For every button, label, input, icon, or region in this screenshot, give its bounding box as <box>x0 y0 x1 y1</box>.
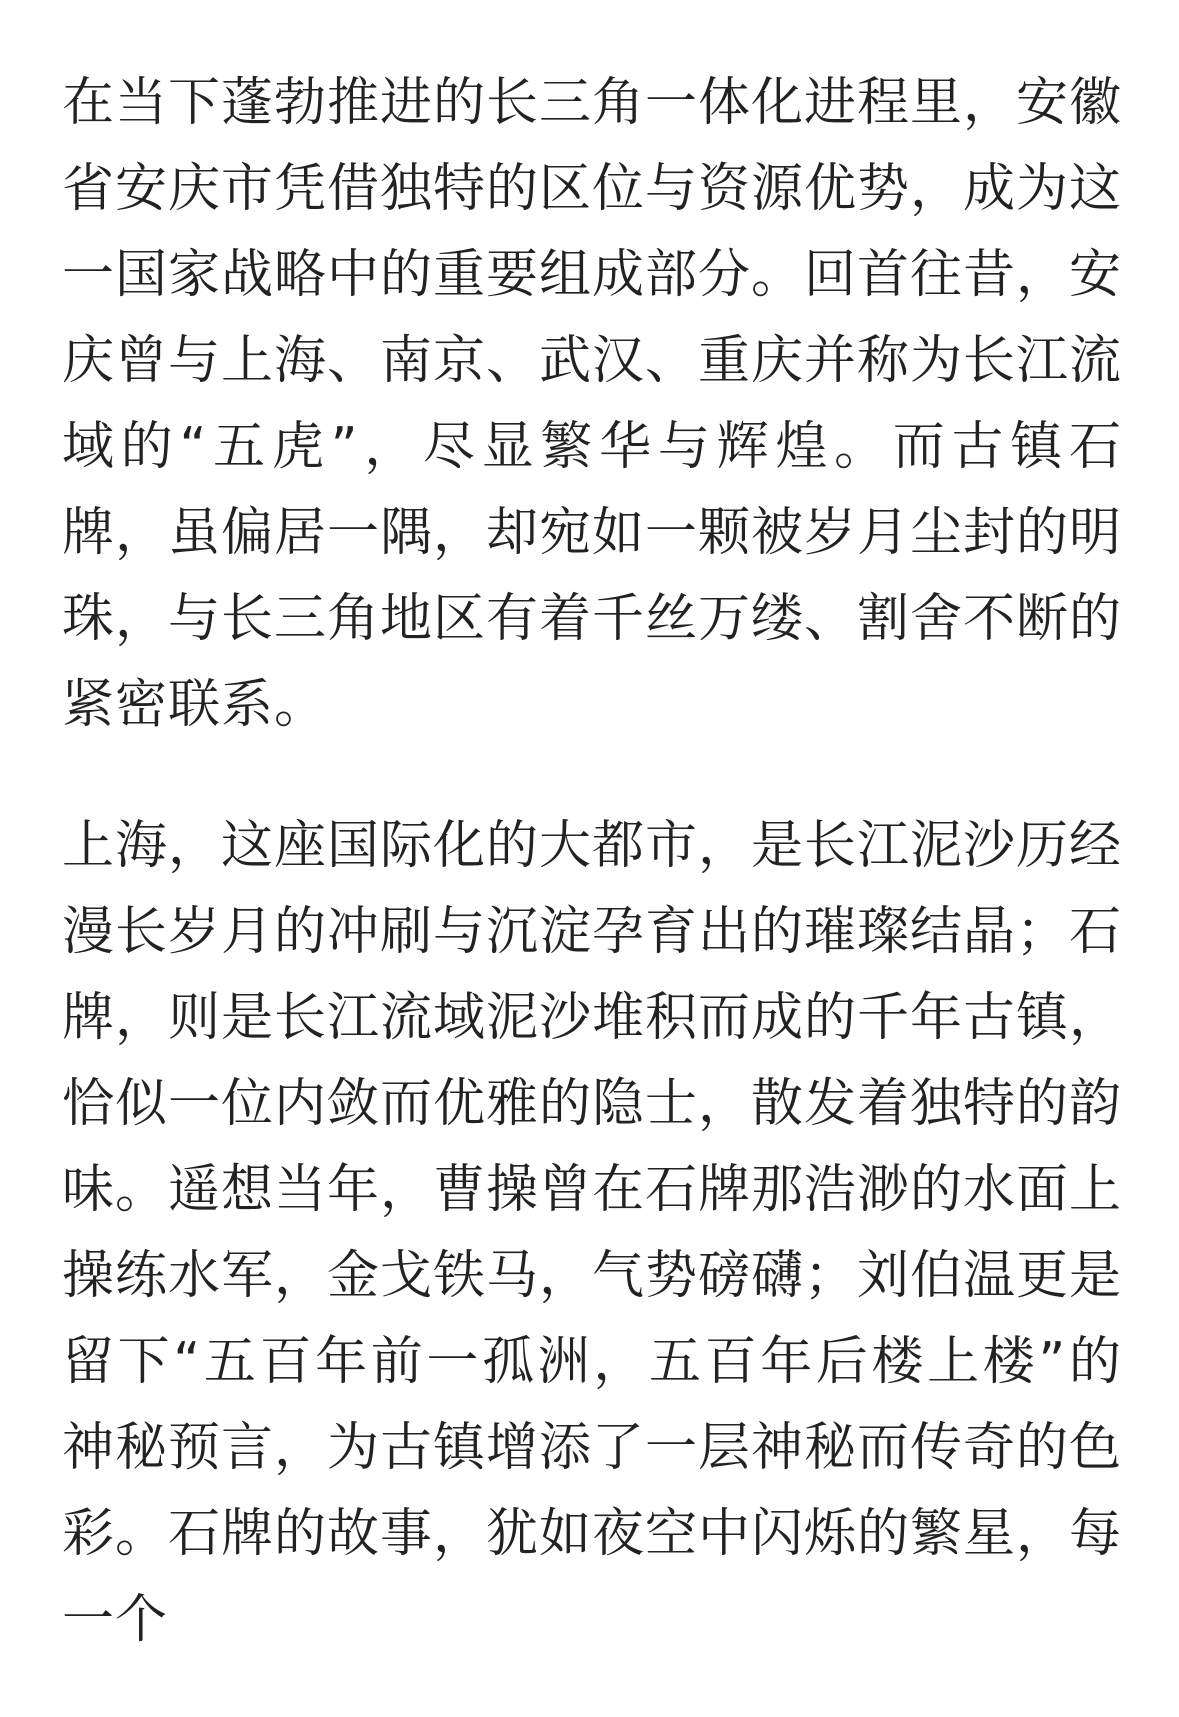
paragraph-2: 上海，这座国际化的大都市，是长江泥沙历经漫长岁月的冲刷与沉淀孕育出的璀璨结晶；石牌，则是长江流域泥沙堆积而成的千年古镇，恰似一位内敛而优雅的隐士，散发着独特的韵味。遥想当年，曹操曾在石牌那浩渺的水面上操练水军，金戈铁马，气势磅礴；刘伯温更是留下“五百年前一孤洲，五百年后楼上楼”的神秘预言，为古镇增添了一层神秘而传奇的色彩。石牌的故事，犹如夜空中闪烁的繁星，每一个 <box>62 815 1123 1650</box>
paragraph-1: 在当下蓬勃推进的长三角一体化进程里，安徽省安庆市凭借独特的区位与资源优势，成为这一国家战略中的重要组成部分。回首往昔，安庆曾与上海、南京、武汉、重庆并称为长江流域的“五虎”，尽显繁华与辉煌。而古镇石牌，虽偏居一隅，却宛如一颗被岁月尘封的明珠，与长三角地区有着千丝万缕、割舍不断的紧密联系。 <box>62 73 1123 735</box>
article-body <box>62 60 1122 1717</box>
